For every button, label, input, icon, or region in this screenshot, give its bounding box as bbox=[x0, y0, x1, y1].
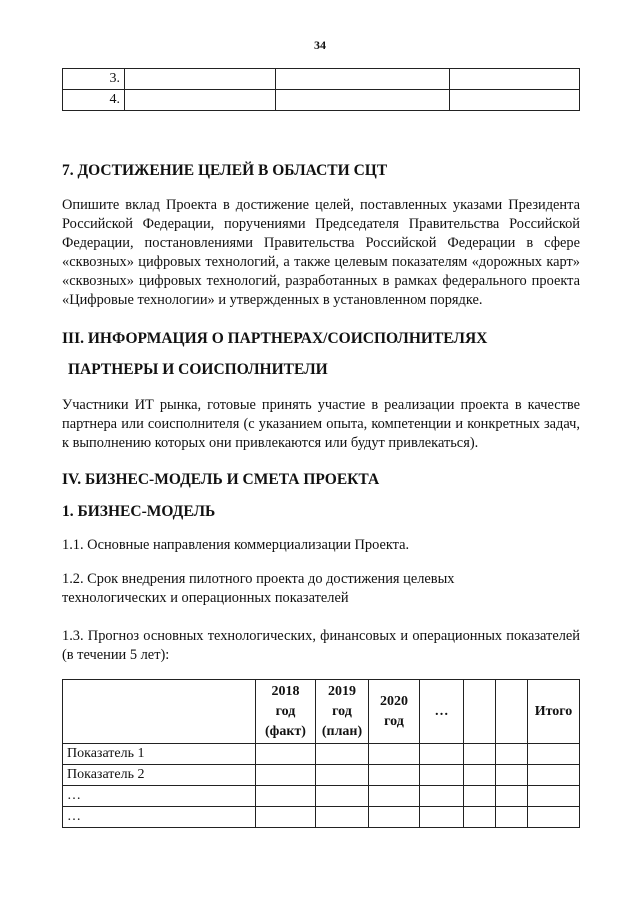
table-cell bbox=[528, 786, 580, 807]
table-cell bbox=[276, 69, 450, 90]
table-cell bbox=[369, 765, 420, 786]
section-3-text: Участники ИТ рынка, готовые принять участие в реализации проекта в качестве партнера или соисполнителя (с указанием опыта, компетенции и конкретных задач, к выполнению которых они привлекаются или будут привлекаться). bbox=[62, 397, 580, 451]
table-cell bbox=[464, 786, 496, 807]
table-cell bbox=[528, 744, 580, 765]
header-2018-god: год bbox=[275, 703, 296, 719]
table-cell bbox=[256, 765, 316, 786]
header-cell-2019 bbox=[316, 680, 369, 744]
item-1-2-line1: 1.2. Срок внедрения пилотного проекта до достижения целевых bbox=[62, 571, 455, 587]
table-cell bbox=[256, 807, 316, 828]
row-number: 4. bbox=[63, 90, 125, 111]
table-cell bbox=[256, 786, 316, 807]
header-cell-2018 bbox=[256, 680, 316, 744]
header-cell-label bbox=[63, 680, 256, 744]
section-3-subheading: ПАРТНЕРЫ И СОИСПОЛНИТЕЛИ bbox=[68, 361, 328, 378]
row-label: Показатель 1 bbox=[63, 744, 256, 765]
header-2018-fact: (факт) bbox=[265, 723, 306, 739]
row-label: Показатель 2 bbox=[63, 765, 256, 786]
table-cell bbox=[276, 90, 450, 111]
item-1-1: 1.1. Основные направления коммерциализации Проекта. bbox=[62, 537, 410, 553]
header-cell-ellipsis: … bbox=[420, 680, 464, 744]
table-cell bbox=[464, 807, 496, 828]
table-cell bbox=[125, 69, 276, 90]
continuation-table bbox=[62, 68, 580, 111]
section-7-text: Опишите вклад Проекта в достижение целей, поставленных указами Президента Российской Федерации, поручениями Председателя Правительства Российской Федерации, постановлениями Правительства Российской Федерации в сфере «сквозных» цифровых технологий, а также целевым показателям «дорожных карт» «сквозных» цифровых технологий, разработанных в рамках федерального проекта «Цифровые технологии» и утвержденных в установленном порядке. bbox=[62, 197, 580, 308]
table-cell bbox=[420, 807, 464, 828]
table-cell bbox=[125, 90, 276, 111]
table-cell bbox=[450, 69, 580, 90]
table-cell bbox=[316, 807, 369, 828]
table-row bbox=[63, 786, 580, 807]
header-cell-empty bbox=[464, 680, 496, 744]
section-7-heading: 7. ДОСТИЖЕНИЕ ЦЕЛЕЙ В ОБЛАСТИ СЦТ bbox=[62, 162, 388, 179]
table-row bbox=[63, 765, 580, 786]
table-cell bbox=[464, 765, 496, 786]
forecast-table bbox=[62, 679, 580, 828]
header-2019-god: год bbox=[332, 703, 352, 719]
table-cell bbox=[496, 765, 528, 786]
table-row bbox=[63, 90, 580, 111]
row-label: … bbox=[63, 786, 256, 807]
table-cell bbox=[316, 786, 369, 807]
table-cell bbox=[369, 807, 420, 828]
header-2020-god: год bbox=[384, 713, 404, 729]
header-2019-year: 2019 bbox=[328, 683, 356, 699]
item-1-3: 1.3. Прогноз основных технологических, финансовых и операционных показателей (в течении 5 лет): bbox=[62, 628, 580, 663]
business-model-heading: 1. БИЗНЕС-МОДЕЛЬ bbox=[62, 503, 216, 520]
item-1-2-line2: технологических и операционных показателей bbox=[62, 590, 349, 606]
table-cell bbox=[420, 744, 464, 765]
table-cell bbox=[496, 786, 528, 807]
header-2019-plan: (план) bbox=[321, 723, 363, 739]
row-number: 3. bbox=[63, 69, 125, 90]
table-cell bbox=[450, 90, 580, 111]
table-cell bbox=[464, 744, 496, 765]
page-number: 34 bbox=[314, 38, 326, 52]
table-cell bbox=[496, 807, 528, 828]
table-row bbox=[63, 69, 580, 90]
table-row bbox=[63, 744, 580, 765]
table-cell bbox=[528, 807, 580, 828]
section-3-heading: III. ИНФОРМАЦИЯ О ПАРТНЕРАХ/СОИСПОЛНИТЕЛЯХ bbox=[62, 330, 488, 347]
table-cell bbox=[369, 786, 420, 807]
header-2018-year: 2018 bbox=[271, 683, 300, 699]
table-cell bbox=[316, 744, 369, 765]
table-cell bbox=[528, 765, 580, 786]
table-header-row bbox=[63, 680, 580, 744]
row-label: … bbox=[63, 807, 256, 828]
table-cell bbox=[420, 786, 464, 807]
table-cell bbox=[256, 744, 316, 765]
table-cell bbox=[420, 765, 464, 786]
section-4-heading: IV. БИЗНЕС-МОДЕЛЬ И СМЕТА ПРОЕКТА bbox=[62, 471, 380, 488]
table-cell bbox=[316, 765, 369, 786]
table-cell bbox=[496, 744, 528, 765]
header-cell-empty bbox=[496, 680, 528, 744]
header-2020-year: 2020 bbox=[380, 693, 408, 709]
header-cell-total: Итого bbox=[528, 680, 580, 744]
header-cell-2020 bbox=[369, 680, 420, 744]
table-cell bbox=[369, 744, 420, 765]
table-row bbox=[63, 807, 580, 828]
